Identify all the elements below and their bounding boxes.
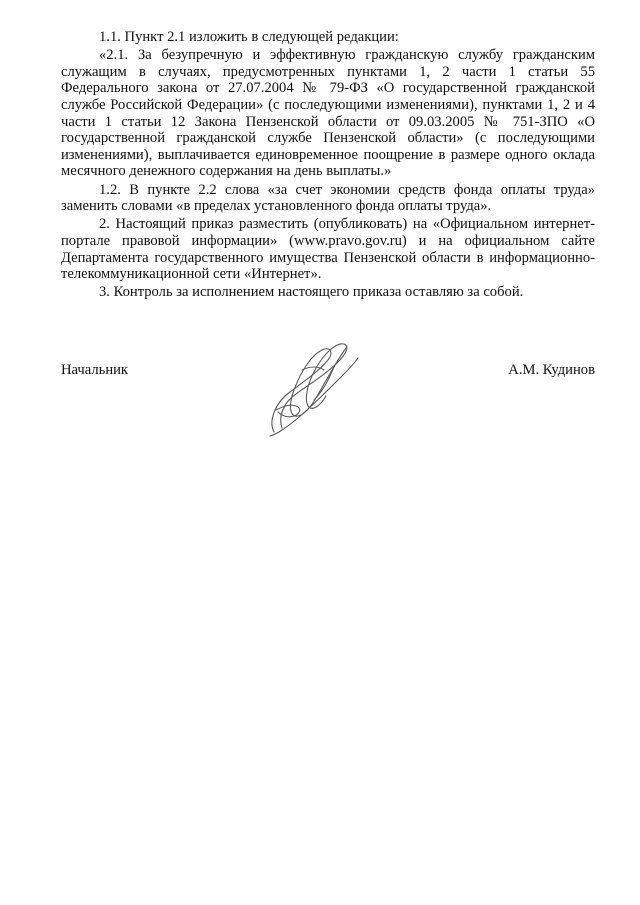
paragraph-3-control: 3. Контроль за исполнением настоящего приказа оставляю за собой. — [99, 284, 524, 301]
signature-block — [61, 362, 595, 442]
paragraph-2-1-new-wording: «2.1. За безупречную и эффективную гражданскую службу гражданским служащим в случаях, предусмотренных пунктами 1, 2 части 1 статьи 55 Федерального закона от 27.07.2004 № 79-ФЗ «О государственной гражданской службе Российской Федерации» (с последующими изменениями), пунктами 1, 2 и 4 части 1 статьи 12 Закона Пензенской области от 09.03.2005 № 751-ЗПО «О государственной гражданской службе Пензенской области» (с последующими изменениями), выплачивается единовременное поощрение в размере одного оклада месячного денежного содержания на день выплаты.» — [61, 47, 595, 180]
document-body — [61, 29, 595, 301]
paragraph-1-2: 1.2. В пункте 2.2 слова «за счет экономии средств фонда оплаты труда» заменить словами «в пределах установленного фонда оплаты труда». — [61, 181, 595, 215]
paragraph-2-publication: 2. Настоящий приказ разместить (опубликовать) на «Официальном интернет-портале правовой информации» (www.pravo.gov.ru) и на официальном сайте Департамента государственного имущества Пензенской области в информационно-телекоммуникационной сети «Интернет». — [61, 216, 595, 283]
paragraph-1-1: 1.1. Пункт 2.1 изложить в следующей редакции: — [99, 29, 399, 45]
position-title: Начальник — [61, 362, 129, 378]
handwritten-signature — [254, 340, 364, 438]
signer-name: А.М. Кудинов — [508, 362, 595, 378]
